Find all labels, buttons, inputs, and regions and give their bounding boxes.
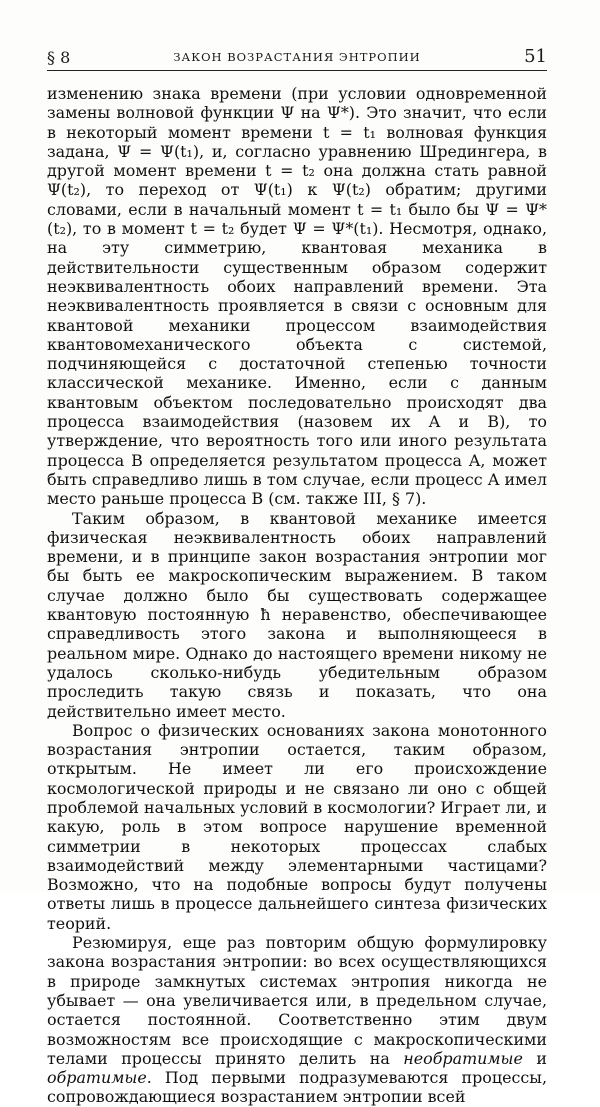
running-header	[47, 46, 547, 68]
paragraph-3: Вопрос о физических основаниях закона монотонного возрастания энтропии остается, таким образом, открытым. Не имеет ли его происхождение космологической природы и не связано ли оно с общей проблемой начальных условий в космологии? Играет ли, и какую, роль в этом вопросе нарушение временной симметрии в некоторых процессах слабых взаимодействий между элементарными частицами? Возможно, что на подобные вопросы будут получены ответы лишь в процессе дальнейшего синтеза физических теорий.	[47, 720, 547, 933]
body-text	[47, 84, 547, 1107]
paragraph-4	[47, 933, 547, 1107]
paragraph-4-text-after: . Под первыми подразумеваются процессы, сопровождающиеся возрастанием энтропии всей	[47, 1068, 547, 1107]
chapter-title: ЗАКОН ВОЗРАСТАНИЯ ЭНТРОПИИ	[173, 50, 421, 64]
paragraph-4-conj: и	[522, 1048, 547, 1068]
paragraph-2: Таким образом, в квантовой механике имеется физическая неэквивалентность обоих направлений времени, и в принципе закон возрастания энтропии мог бы быть ее макроскопическим выражением. В таком случае должно было бы существовать содержащее квантовую постоянную ħ неравенство, обеспечивающее справедливость этого закона и выполняющееся в реальном мире. Однако до настоящего времени никому не удалось сколько-нибудь убедительным образом проследить такую связь и показать, что она действительно имеет место.	[47, 508, 547, 721]
paragraph-4-text-before: Резюмируя, еще раз повторим общую формулировку закона возрастания энтропии: во всех осуществляющихся в природе замкнутых системах энтропия никогда не убывает — она увеличивается или, в предельном случае, остается постоянной. Соответственно этим двум возможностям все происходящие с макроскопическими телами процессы принято делить на	[47, 933, 547, 1068]
paragraph-1: изменению знака времени (при условии одновременной замены волновой функции Ψ на Ψ*). Это значит, что если в некоторый момент времени t = t₁ волновая функция задана, Ψ = Ψ(t₁), и, согласно уравнению Шредингера, в другой момент времени t = t₂ она должна стать равной Ψ(t₂), то переход от Ψ(t₁) к Ψ(t₂) обратим; другими словами, если в начальный момент t = t₁ было бы Ψ = Ψ*(t₂), то в момент t = t₂ будет Ψ = Ψ*(t₁). Несмотря, однако, на эту симметрию, квантовая механика в действительности существенным образом содержит неэквивалентность обоих направлений времени. Эта неэквивалентность проявляется в связи с основным для квантовой механики процессом взаимодействия квантовомеханического объекта с системой, подчиняющейся с достаточной степенью точности классической механике. Именно, если с данным квантовым объектом последовательно происходят два процесса взаимодействия (назовем их A и B), то утверждение, что вероятность того или иного результата процесса B определяется результатом процесса A, может быть справедливо лишь в том случае, если процесс A имел место раньше процесса B (см. также III, § 7).	[47, 84, 547, 509]
term-reversible: обратимые	[47, 1068, 147, 1088]
section-number: § 8	[47, 48, 71, 67]
page-number: 51	[524, 46, 547, 67]
term-irreversible: необратимые	[403, 1048, 523, 1068]
header-rule	[47, 70, 547, 71]
